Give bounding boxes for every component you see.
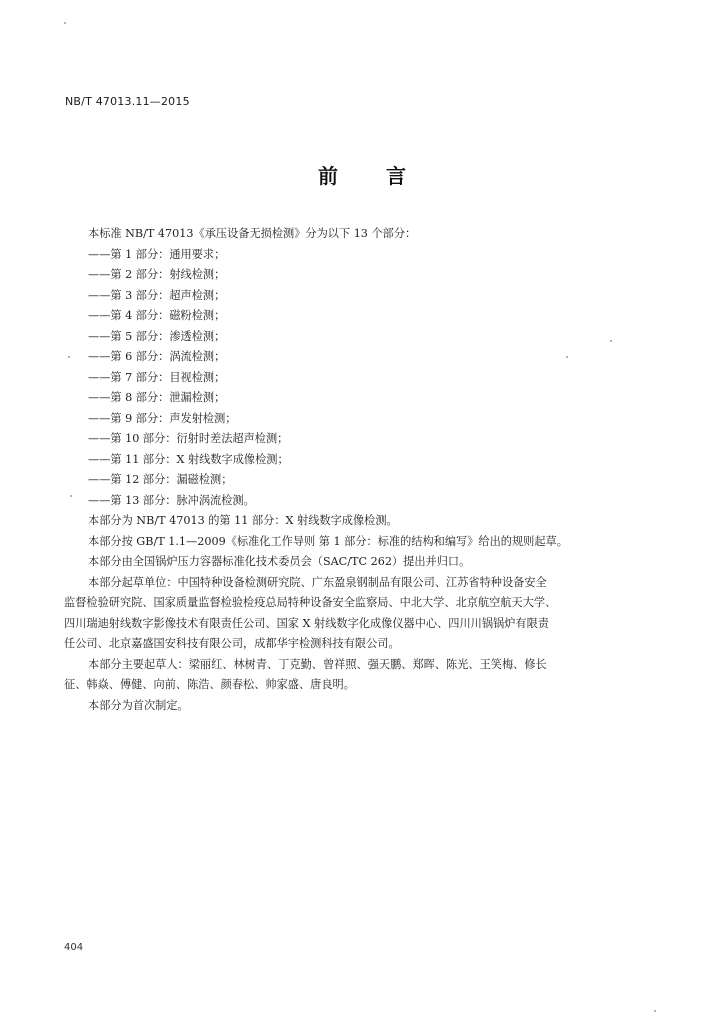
part-list-item: ——第 8 部分：泄漏检测； <box>88 391 226 404</box>
drafting-units-line: 四川瑞迪射线数字影像技术有限责任公司、国家 X 射线数字化成像仪器中心、四川川锅锅炉有限责 <box>64 616 549 630</box>
proposed-by: 本部分由全国锅炉压力容器标准化技术委员会（SAC/TC 262）提出并归口。 <box>88 555 471 568</box>
page-number: 404 <box>64 942 84 953</box>
standard-number: NB/T 47013.11—2015 <box>65 95 190 108</box>
part-list-item: ——第 2 部分：射线检测； <box>88 268 226 281</box>
scan-speck <box>68 356 70 358</box>
part-list-item: ——第 1 部分：通用要求； <box>88 247 226 261</box>
part-list-item: ——第 13 部分：脉冲涡流检测。 <box>88 493 255 507</box>
first-edition: 本部分为首次制定。 <box>88 698 189 712</box>
part-list-item: ——第 6 部分：涡流检测； <box>88 350 226 363</box>
intro-paragraph: 本标准 NB/T 47013《承压设备无损检测》分为以下 13 个部分： <box>88 227 417 240</box>
scan-speck <box>610 340 612 342</box>
scan-speck <box>566 356 568 358</box>
part-list-item: ——第 5 部分：渗透检测； <box>88 329 226 343</box>
part-list-item: ——第 4 部分：磁粉检测； <box>88 309 226 322</box>
scan-speck <box>654 1010 656 1012</box>
drafters-line: 本部分主要起草人：梁丽红、林树青、丁克勤、曾祥照、强天鹏、郑晖、陈光、王笑梅、修长 <box>88 657 547 671</box>
scan-speck <box>70 495 72 497</box>
part-list-item: ——第 10 部分：衍射时差法超声检测； <box>88 432 289 445</box>
drafting-units-line: 本部分起草单位：中国特种设备检测研究院、广东盈泉钢制品有限公司、江苏省特种设备安全 <box>88 575 547 589</box>
drafting-units <box>64 573 668 655</box>
part-list-item: ——第 9 部分：声发射检测； <box>88 411 237 425</box>
drafting-rules: 本部分按 GB/T 1.1—2009《标准化工作导则 第 1 部分：标准的结构和编写》给出的规则起草。 <box>88 534 568 548</box>
drafting-units-line: 任公司、北京嘉盛国安科技有限公司，成都华宇检测科技有限公司。 <box>64 637 400 650</box>
part-list-item: ——第 7 部分：目视检测； <box>88 370 226 384</box>
part-list-item: ——第 3 部分：超声检测； <box>88 288 226 302</box>
scan-speck <box>64 22 66 24</box>
part-list-item: ——第 12 部分：漏磁检测； <box>88 473 233 486</box>
drafters <box>64 655 668 696</box>
drafters-line: 征、韩焱、傅健、向前、陈浩、颜春松、帅家盛、唐良明。 <box>64 678 355 691</box>
drafting-units-line: 监督检验研究院、国家质量监督检验检疫总局特种设备安全监察局、中北大学、北京航空航天大学、 <box>64 596 557 609</box>
foreword-body <box>64 224 668 716</box>
part-list-item: ——第 11 部分：X 射线数字成像检测； <box>88 452 289 466</box>
page-title: 前言 <box>318 164 454 188</box>
part-statement: 本部分为 NB/T 47013 的第 11 部分：X 射线数字成像检测。 <box>88 514 398 527</box>
